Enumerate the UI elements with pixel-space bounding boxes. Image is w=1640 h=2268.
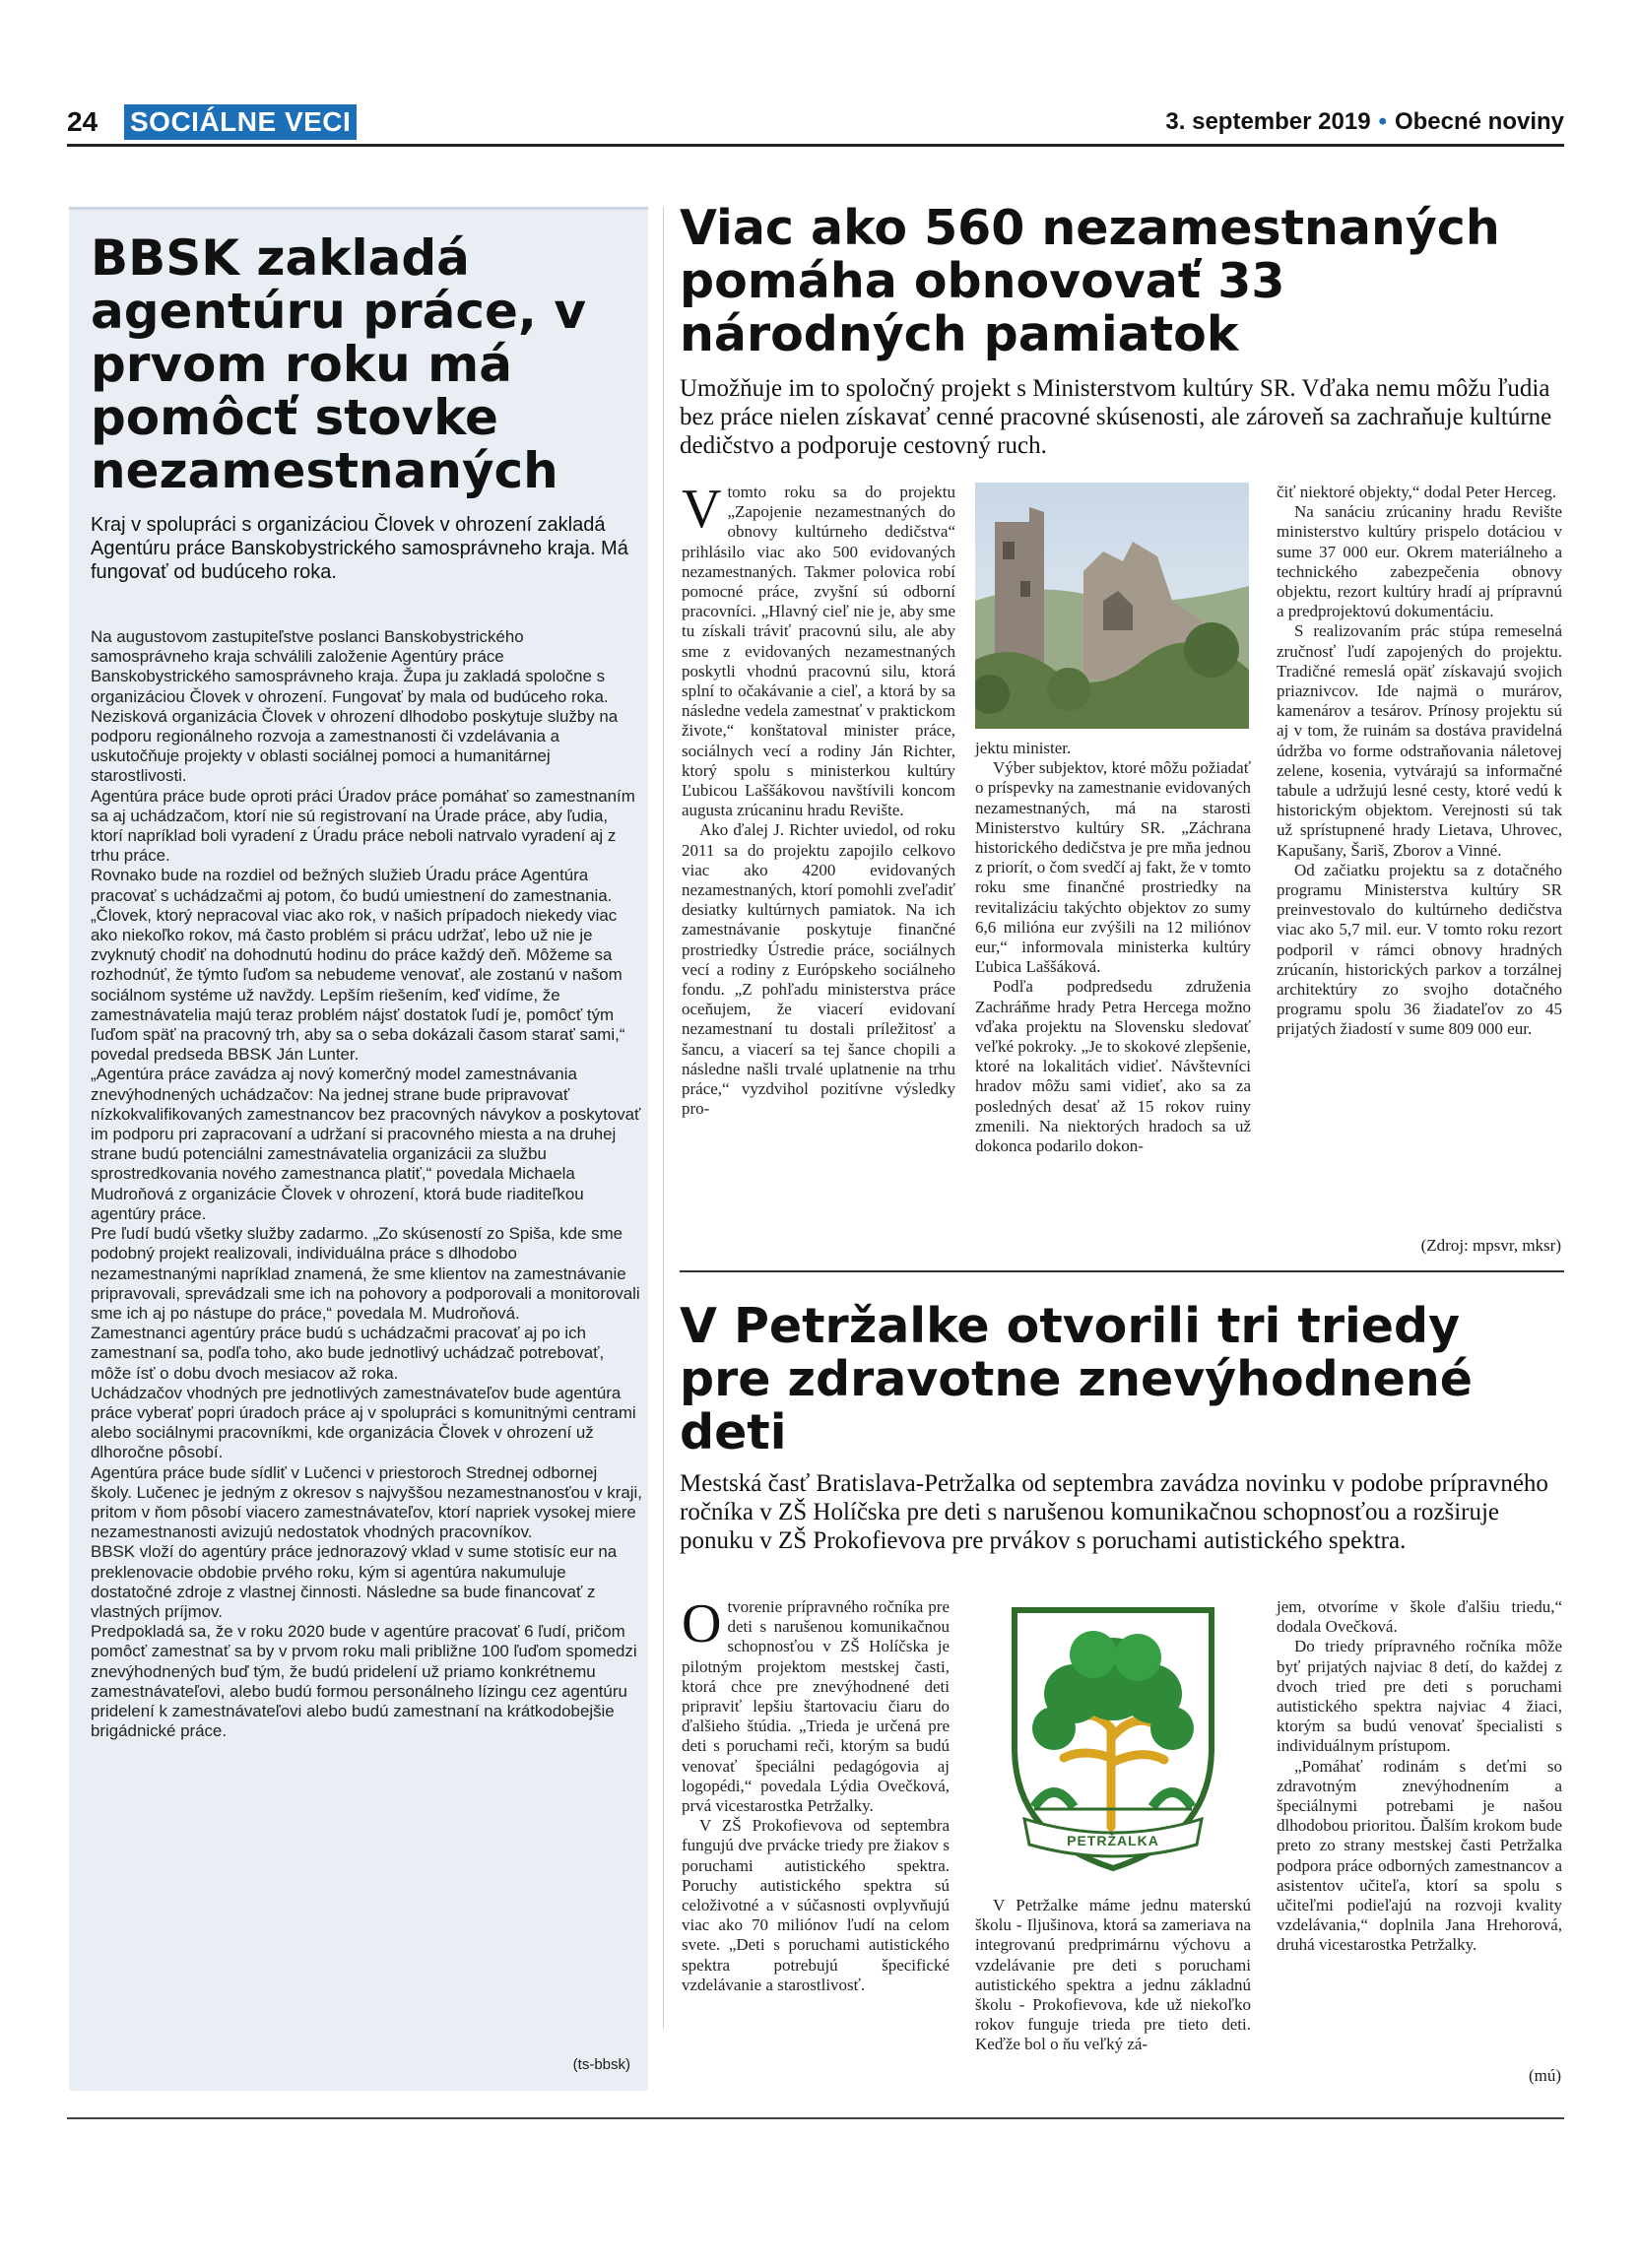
article2-column-1 [682, 1593, 950, 1995]
paragraph [682, 1593, 950, 1816]
article1-lead: Umožňuje im to spoločný projekt s Ministerstvom kultúry SR. Vďaka nemu môžu ľudia bez práce nielen získavať cenné pracovné skúsenosti, ale zároveň sa zachraňuje kultúrne dedičstvo a podporuje cestovný ruch. [680, 375, 1552, 459]
paragraph: Na augustovom zastupiteľstve poslanci Banskobystrického samosprávneho kraja schválili založenie Agentúry práce Banskobystrického samosprávneho kraja. Župa ju zakladá spoločne s organizáciou Človek v ohrození. Fungovať by mala od budúceho roka. Nezisková organizácia Človek v ohrození dlhodobo poskytuje služby na podporu regionálneho rozvoja a zamestnanosti či vzdelávania a uskutočňuje projekty v oblasti sociálnej pomoci a humanitárnej starostlivosti. [91, 627, 619, 786]
article2-lead: Mestská časť Bratislava-Petržalka od septembra zavádza novinku v podobe prípravného ročníka v ZŠ Holíčska pre deti s narušenou komunikačnou schopnosťou a rozširuje ponuku v ZŠ Prokofievova pre prvákov s poruchami autistického spektra. [680, 1470, 1548, 1554]
dropcap: V [682, 479, 722, 540]
paragraph: „Agentúra práce zavádza aj nový komerčný model zamestnávania znevýhodnených uchádzačov: Na jednej strane bude pripravovať nízkokvalifikovaných zamestnancov bez pracovných návykov a poskytovať im podporu pri zapracovaní a udržaní si pracovného miesta a na druhej strane budú potenciálni zamestnávatelia organizácii za službu sprostredkovania nového zamestnanca platiť,“ povedala Michaela Mudroňová z organizácie Človek v ohrození, ktorá bude riaditeľkou agentúry práce. [91, 1065, 641, 1223]
paragraph: V Petržalke máme jednu materskú školu - Iljušinova, ktorá sa zameriava na integrovanú predprimárnu výchovu a vzdelávanie pre deti s poruchami autistického spektra a jednu základnú školu - Prokofievova, kde už niekoľko rokov funguje trieda pre tieto deti. Keďže bol o ňu veľký zá- [975, 1896, 1251, 2054]
paragraph: „Pomáhať rodinám s deťmi so zdravotným znevýhodnením a špeciálnymi potrebami je našou dlhodobou prioritou. Ďalším krokom bude preto zo strany mestskej časti Petržalka podpora práce odborných zamestnancov a asistentov učiteľa, ktorí sa spolu s učiteľmi podieľajú na rozvoji kvality vzdelávania,“ doplnila Jana Hrehorová, druhá vicestarostka Petržalky. [1277, 1756, 1562, 1955]
page-header [67, 102, 1564, 147]
article1-column-3 [1277, 483, 1562, 1040]
publication-name: Obecné noviny [1394, 108, 1564, 135]
paragraph [682, 479, 955, 820]
column-divider [663, 207, 664, 2029]
article1-title: Viac ako 560 nezamestnaných pomáha obnovovať 33 národných pamiatok [680, 200, 1500, 362]
paragraph: „Človek, ktorý nepracoval viac ako rok, v našich prípadoch niekedy viac ako niekoľko rokov, má často problém si prácu udržať, lebo už nie je zvyknutý chodiť na dohodnutú hodinu do práce každý deň. Môžeme sa rozhodnúť, že týmto ľuďom sa nebudeme venovať, ale zostanú v našom sociálnom systéme už navždy. Lepším riešením, keď vidíme, že zamestnávatelia majú teraz problém nájsť dostatok ľudí je, pomôcť tým ľuďom späť na pracovný trh, aby sa o seba dokázali časom starať sami,“ povedal predseda BBSK Ján Lunter. [91, 905, 625, 1065]
article1-column-2 [975, 739, 1251, 1156]
paragraph: Na sanáciu zrúcaniny hradu Revište ministerstvo kultúry prispelo dotáciou v sume 37 000 eur. Okrem materiálneho a technického zabezpečenia obnovy objektu, rezort kultúry hradí aj prípravnú a predprojektovú dokumentáciu. [1277, 502, 1562, 621]
paragraph-text: tomto roku sa do projektu „Zapojenie nezamestnaných do obnovy kultúrneho dedičstva“ prihlásilo viac ako 500 evidovaných nezamestnaných. Takmer polovica robí pomocné práce, zvyšní sú odborní pracovníci. „Hlavný cieľ nie je, aby sme tu získali tráviť pracovnú silu, ale aby sme z evidovaných nezamestnaných poskytli vhodnú pracovnú silu, ktorá splní to očakávanie a cieľ, a ktorá by sa následne vedela zamestnať v praktickom živote,“ konštatoval minister práce, sociálnych vecí a rodiny Ján Richter, ktorý spolu s ministerkou kultúry Ľubicou Laššákovou navštívili koncom augusta zrúcaninu hradu Revište. [682, 483, 955, 820]
separator-dot: • [1378, 108, 1387, 135]
paragraph: S realizovaním prác stúpa remeselná zručnosť ľudí zapojených do projektu. Tradičné remeslá opäť získavajú svojich priaznivcov. Ide najmä o murárov, kamenárov a tesárov. Prínosy projektu sú aj v tom, že ruinám sa dostáva pravidelná údržba vo forme odstraňovania náletovej zelene, kosenia, vytvárajú sa informačné tabule a udržujú lesné cesty, ktoré vedú k historickým objektom. Verejnosti sú tak už sprístupnené hrady Lietava, Uhrovec, Kapušany, Šariš, Zborov a Vinné. [1277, 621, 1562, 860]
paragraph: Od začiatku projektu sa z dotačného programu Ministerstva kultúry SR preinvestovalo do kultúrneho dedičstva viac ako 5,7 mil. eur. V tomto roku rezort podporil v rámci obnovy hradných zrúcanín, historických parkov a torzálnej architektúry zo svojho dotačného programu spolu 36 žiadateľov zo 45 prijatých žiadostí v sume 809 000 eur. [1277, 860, 1562, 1039]
dropcap: O [682, 1593, 722, 1654]
article2-column-2 [975, 1896, 1251, 2055]
paragraph: Rovnako bude na rozdiel od bežných služieb Úradu práce Agentúra pracovať s uchádzačmi aj potom, čo budú umiestnení do zamestnania. [91, 866, 613, 905]
coat-of-arms-label: PETRŽALKA [1067, 1833, 1159, 1848]
paragraph: Podľa podpredsedu združenia Zachráňme hrady Petra Hercega možno vďaka projektu na Slovensku sledovať veľké pokroky. „Je to skokové zlepšenie, ktoré na lokalitách vidieť. Návštevníci hradov môžu sami vidieť, ako sa za posledných desať až 15 rokov ruiny zmenili. Na niektorých hradoch sa už dokonca podarilo dokon- [975, 977, 1251, 1156]
article1-source: (Zdroj: mpsvr, mksr) [1420, 1236, 1561, 1255]
paragraph: čiť niektoré objekty,“ dodal Peter Herceg. [1277, 483, 1557, 501]
petrzalka-coat-of-arms [995, 1600, 1231, 1876]
article1-column-1 [682, 479, 955, 1120]
page-number: 24 [67, 106, 98, 137]
paragraph: Agentúra práce bude oproti práci Úradov práce pomáhať so zamestnaním sa aj uchádzačom, ktorí nie sú registrovaní na Úrade práce, aby ľudia, ktorí napríklad boli vyradení z Úradu práce neboli natrvalo vyradení aj z trhu práce. [91, 786, 635, 866]
article-divider [680, 1270, 1564, 1272]
paragraph: Predpokladá sa, že v roku 2020 bude v agentúre pracovať 6 ľudí, pričom pomôcť zamestnať sa by v prvom roku mali približne 100 ľuďom spomedzi znevýhodnených buď tým, že budú pridelení už priamo konkrétnemu zamestnávateľovi, alebo budú formou personálneho lízingu cez agentúru pridelení k zamestnávateľovi alebo budú zamestnaní na krátkodobejšie brigádnické práce. [91, 1622, 637, 1741]
paragraph: BBSK vloží do agentúry práce jednorazový vklad v sume stotisíc eur na preklenovacie obdobie prvého roku, kým si agentúra nakumuluje dostatočné zdroje z vlastnej činnosti. Následne sa bude financovať z vlastných príjmov. [91, 1542, 618, 1621]
paragraph: jektu minister. [975, 739, 1072, 757]
paragraph: Agentúra práce bude sídliť v Lučenci v priestoroch Strednej odbornej školy. Lučenec je jedným z okresov s najvyššou nezamestnanosťou v kraji, pritom v ňom pôsobí viacero zamestnávateľov, ktorí napriek vysokej miere nezamestnanosti avizujú nedostatok vhodných pracovníkov. [91, 1462, 642, 1542]
left-article-body [91, 627, 642, 1741]
left-article-title: BBSK zakladá agentúru práce, v prvom roku má pomôcť stovke nezamestnaných [91, 229, 586, 499]
paragraph: Pre ľudí budú všetky služby zadarmo. „Zo skúseností zo Spiša, kde sme podobný projekt realizovali, individuálna práce s dlhodobo nezamestnanými napríklad znamená, že sme klientov na zamestnávanie pripravovali, sprevádzali sme ich na pohovory a podporovali a monitorovali sme ich aj po nástupe do práce,“ povedala M. Mudroňová. [91, 1224, 640, 1323]
article2-title: V Petržalke otvorili tri triedy pre zdravotne znevýhodnené deti [680, 1298, 1473, 1460]
paragraph: jem, otvoríme v škole ďalšiu triedu,“ dodala Ovečková. [1277, 1597, 1562, 1637]
left-article-box [69, 207, 648, 2091]
paragraph: V ZŠ Prokofievova od septembra fungujú dve prvácke triedy pre žiakov s poruchami autistického spektra. Poruchy autistického spektra sú celoživotné a v súčasnosti ovplyvňujú viac ako 70 miliónov ľudí na celom svete. „Deti s poruchami autistického spektra potrebujú špecifické vzdelávanie a starostlivosť. [682, 1816, 950, 1994]
castle-ruin-illustration [975, 483, 1249, 729]
paragraph: Ako ďalej J. Richter uviedol, od roku 2011 sa do projektu zapojilo celkovo viac ako 4200 evidovaných nezamestnaných, ktorí pomohli zveľadiť desiatky kultúrnych pamiatok. Na ich zamestnávanie poskytuje finančné prostriedky Ústredie práce, sociálnych vecí a rodiny z Európskeho sociálneho fondu. „Z pohľadu ministerstva práce oceňujem, že viacerí evidovaní nezamestnaní tu dostali príležitosť a šancu, a viacerí sa tej šance chopili a následne našli trvalé uplatnenie na trhu práce,“ vyzdvihol pozitívne výsledky pro- [682, 820, 955, 1119]
paragraph: Výber subjektov, ktoré môžu požiadať o príspevky na zamestnanie evidovaných nezamestnaných, má na starosti Ministerstvo kultúry SR. „Záchrana historického dedičstva je pre mňa jednou z priorít, o čom svedčí aj fakt, že v tomto roku sme finančné prostriedky na revitalizáciu takýchto objektov zo sumy 6,6 milióna eur zvýšili na 12 miliónov eur,“ informovala ministerka kultúry Ľubica Laššáková. [975, 758, 1251, 977]
left-article-lead: Kraj v spolupráci s organizáciou Človek v ohrození zakladá Agentúru práce Banskobystrického samosprávneho kraja. Má fungovať od budúceho roka. [91, 514, 628, 583]
paragraph: Do triedy prípravného ročníka môže byť prijatých najviac 8 detí, do každej z dvoch tried pre deti s poruchami autistického spektra najviac 4 žiaci, ktorým sa budú venovať špecialisti s individuálnym prístupom. [1277, 1637, 1562, 1756]
paragraph: Uchádzačov vhodných pre jednotlivých zamestnávateľov bude agentúra práce vyberať popri úradoch práce aj v spolupráci s komunitnými centrami alebo sociálnymi pracovníkmi, kde organizácia Človek v ohrození už dlhoročne pôsobí. [91, 1383, 636, 1462]
issue-date: 3. september 2019 [1165, 108, 1371, 135]
article2-column-3 [1277, 1597, 1562, 1956]
paragraph-text: tvorenie prípravného ročníka pre deti s narušenou komunikačnou schopnosťou v ZŠ Holíčska je pilotným projektom mestskej časti, ktorá chce pre znevýhodnené deti pripraviť lepšiu štartovaciu čiaru do ďalšieho štúdia. „Trieda je určená pre deti s poruchami reči, ktorým sa budú venovať špeciálni pedagógovia aj logopédi,“ povedala Lýdia Ovečková, prvá vicestarostka Petržalky. [682, 1597, 950, 1816]
issue-info [1165, 102, 1564, 142]
article2-signature: (mú) [1528, 2066, 1561, 2085]
page-bottom-rule [67, 2117, 1564, 2119]
castle-ruin-photo [975, 483, 1249, 729]
section-badge: SOCIÁLNE VECI [124, 104, 357, 140]
left-article-signature: (ts-bbsk) [572, 2056, 630, 2073]
paragraph: Zamestnanci agentúry práce budú s uchádzačmi pracovať aj po ich zamestnaní sa, podľa toho, ako bude jednotlivý uchádzač potrebovať, môže ísť o dobu dvoch mesiacov až roka. [91, 1324, 605, 1383]
